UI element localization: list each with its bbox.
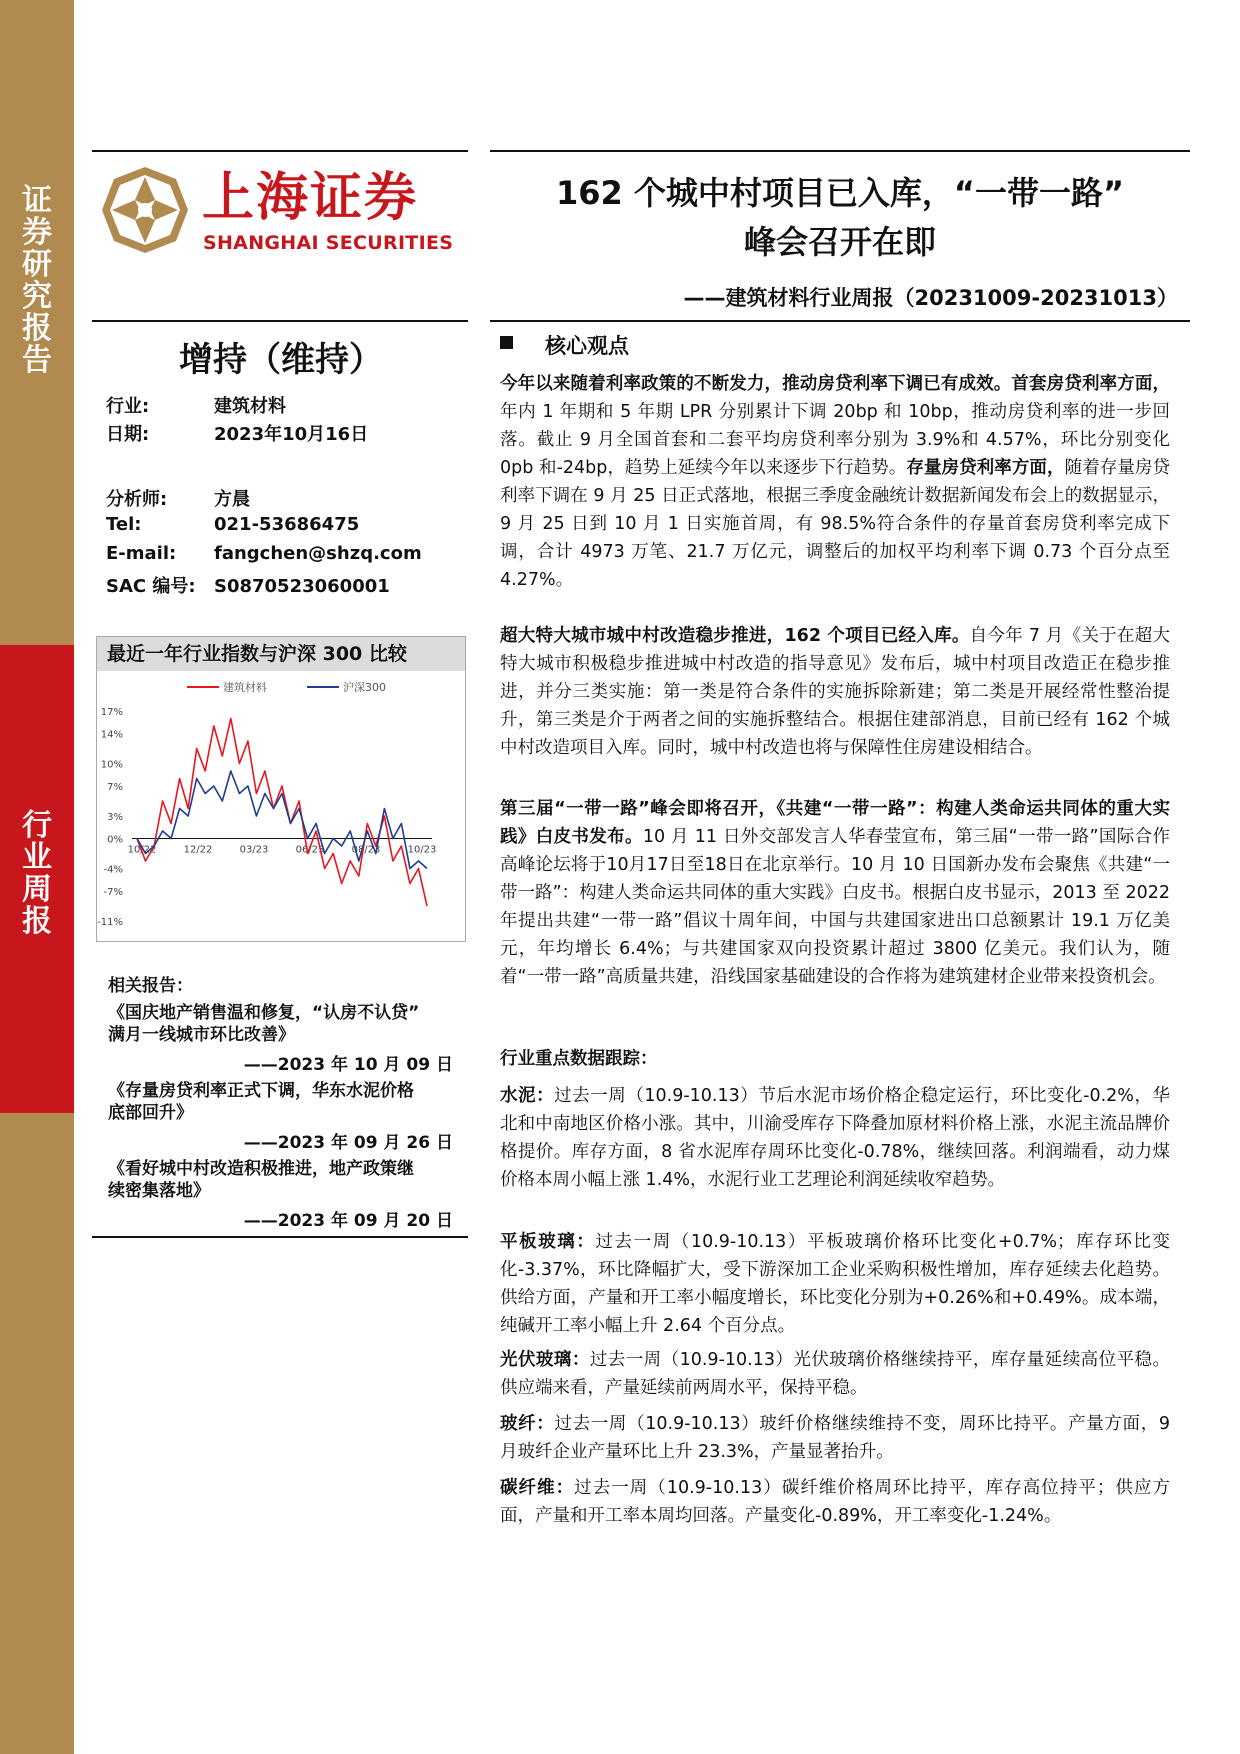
y-tick-label: 10%	[100, 759, 123, 771]
related-report-2-date: ——2023 年 09 月 26 日	[243, 1133, 453, 1153]
info-label: E-mail:	[106, 543, 177, 564]
section-title: 核心观点	[545, 334, 629, 358]
info-label: 行业:	[106, 396, 150, 417]
related-report-1-cont[interactable]: 满月一线城市环比改善》	[108, 1025, 295, 1045]
info-value: 2023年10月16日	[214, 424, 369, 445]
report-title-line2: 峰会召开在即	[743, 223, 936, 261]
info-label: Tel:	[106, 514, 142, 535]
info-analyst	[106, 485, 250, 511]
related-report-3[interactable]: 《看好城中村改造积极推进，地产政策继	[108, 1159, 414, 1179]
info-value: 方晨	[214, 489, 250, 510]
info-tel	[106, 514, 359, 535]
header-bottom-rule-left	[92, 320, 468, 322]
y-tick-label: 3%	[107, 812, 123, 823]
rating: 增持（维持）	[179, 340, 383, 380]
x-tick-label: 06/23	[295, 844, 325, 856]
legend-label: 沪深300	[343, 681, 386, 694]
paragraph-fiberglass: 玻纤：过去一周（10.9-10.13）玻纤价格继续维持不变，周环比持平。产量方面，9 月玻纤企业产量环比上升 23.3%，产量显著抬升。	[500, 1414, 1170, 1462]
info-email[interactable]	[106, 543, 422, 564]
logo-english-name: SHANGHAI SECURITIES	[203, 232, 454, 254]
x-tick-label: 10/23	[407, 844, 437, 856]
info-label: SAC 编号:	[106, 576, 196, 597]
related-report-2-cont[interactable]: 底部回升》	[108, 1103, 193, 1123]
x-tick-label: 10/22	[127, 844, 157, 856]
y-tick-label: 17%	[100, 707, 123, 718]
paragraph-urban-village: 超大特大城市城中村改造稳步推进，162 个项目已经入库。自今年 7 月《关于在超大特大城市积极稳步推进城中村改造的指导意见》发布后，城中村项目改造正在稳步推进，并分三类实施：第一类是符合条件的实施拆除新建；第二类是开展经常性整治提升，第三类是介于两者之间的实施拆整结合。根据住建部消息，目前已经有 162 个城中村改造项目入库。同时，城中村改造也将与保障性住房建设相结合。	[500, 626, 1170, 758]
y-tick-label: 14%	[100, 729, 123, 741]
x-tick-label: 12/22	[183, 844, 213, 856]
y-tick-label: 0%	[107, 834, 123, 846]
x-tick-label: 08/23	[351, 844, 381, 856]
shanghai-securities-logo-icon	[100, 165, 190, 255]
info-label: 分析师:	[106, 489, 168, 510]
paragraph-flat-glass: 平板玻璃：过去一周（10.9-10.13）平板玻璃价格环比变化+0.7%；库存环比变化-3.37%，环比降幅扩大，受下游深加工企业采购积极性增加，库存延续去化趋势。供给方面，产量和开工率小幅度增长，环比变化分别为+0.26%和+0.49%。成本端，纯碱开工率小幅上升 2.64 个百分点。	[500, 1232, 1171, 1336]
info-value: 021-53686475	[214, 514, 360, 535]
info-label: 日期:	[106, 424, 150, 445]
y-tick-label: -7%	[103, 887, 123, 898]
related-heading: 相关报告：	[108, 976, 193, 996]
logo-chinese-name: 上海证券	[202, 168, 419, 228]
info-industry	[106, 392, 286, 418]
legend-label: 建筑材料	[223, 681, 267, 694]
email-link: fangchen@shzq.com	[214, 543, 422, 564]
sidebar-strip-bottom	[0, 1113, 74, 1754]
x-tick-label: 03/23	[239, 844, 269, 856]
report-title-line1: 162 个城中村项目已入库，“一带一路”	[555, 174, 1124, 212]
info-value: S0870523060001	[214, 576, 390, 597]
related-report-1-date: ——2023 年 10 月 09 日	[243, 1055, 453, 1075]
line-chart-svg	[97, 673, 465, 941]
header-rule-left	[92, 150, 468, 152]
report-subtitle: ——建筑材料行业周报（20231009-20231013）	[683, 286, 1178, 310]
paragraph-cement: 水泥：过去一周（10.9-10.13）节后水泥市场价格企稳定运行，环比变化-0.2%，华北和中南地区价格小涨。其中，川渝受库存下降叠加原材料价格上涨，水泥主流品牌价格提价。库存方面，8 省水泥库存周环比变化-0.78%，继续回落。利润端看，动力煤价格本周小幅上涨 1.4%，水泥行业工艺理论利润延续收窄趋势。	[500, 1086, 1171, 1190]
header-rule-right	[490, 150, 1190, 152]
sidebar-label-research-report: 证 券 研 究 报 告	[22, 183, 52, 378]
section-bullet-icon	[500, 336, 513, 349]
paragraph-belt-and-road: 第三届“一带一路”峰会即将召开，《共建“一带一路”：构建人类命运共同体的重大实践》白皮书发布。10 月 11 日外交部发言人华春莹宣布，第三届“一带一路”国际合作高峰论坛将于10月17日至18日在北京举行。10 月 10 日国新办发布会聚焦《共建“一带一路”：构建人类命运共同体的重大实践》白皮书。根据白皮书显示，2013 至 2022 年提出共建“一带一路”倡议十周年间，中国与共建国家进出口总额累计 19.1 万亿美元，年均增长 6.4%；与共建国家双向投资累计超过 3800 亿美元。我们认为，随着“一带一路”高质量共建，沿线国家基础建设的合作将为建筑建材企业带来投资机会。	[500, 799, 1170, 987]
y-tick-label: -4%	[103, 864, 123, 876]
index-comparison-chart	[96, 636, 466, 942]
paragraph-data-tracking-heading: 行业重点数据跟踪：	[500, 1049, 658, 1069]
chart-title: 最近一年行业指数与沪深 300 比较	[97, 637, 465, 671]
info-date	[106, 420, 368, 446]
info-value: 建筑材料	[214, 396, 286, 417]
sidebar-label-weekly: 行 业 周 报	[22, 808, 52, 939]
paragraph-pv-glass: 光伏玻璃：过去一周（10.9-10.13）光伏玻璃价格继续持平，库存量延续高位平稳。供应端来看，产量延续前两周水平，保持平稳。	[500, 1350, 1170, 1398]
paragraph-mortgage-rate: 今年以来随着利率政策的不断发力，推动房贷利率下调已有成效。首套房贷利率方面，年内 1 年期和 5 年期 LPR 分别累计下调 20bp 和 10bp，推动房贷利率的进一步回落。截止 9 月全国首套和二套平均房贷利率分别为 3.9%和 4.57%，环比分别变化 0pb 和-24bp，趋势上延续今年以来逐步下行趋势。存量房贷利率方面，随着存量房贷利率下调在 9 月 25 日正式落地，根据三季度金融统计数据新闻发布会上的数据显示，9 月 25 日到 10 月 1 日实施首周，有 98.5%符合条件的存量首套房贷利率完成下调，合计 4973 万笔、21.7 万亿元，调整后的加权平均利率下调 0.73 个百分点至 4.27%。	[500, 374, 1171, 590]
info-sac	[106, 572, 390, 598]
related-report-3-date: ——2023 年 09 月 20 日	[243, 1211, 453, 1231]
related-report-1[interactable]: 《国庆地产销售温和修复，“认房不认贷”	[108, 1003, 420, 1023]
header-bottom-rule-right	[490, 320, 1190, 322]
related-report-3-cont[interactable]: 续密集落地》	[108, 1181, 210, 1201]
paragraph-carbon-fiber: 碳纤维：过去一周（10.9-10.13）碳纤维价格周环比持平，库存高位持平；供应方面，产量和开工率本周均回落。产量变化-0.89%，开工率变化-1.24%。	[500, 1478, 1170, 1526]
related-bottom-rule	[92, 1236, 468, 1238]
y-tick-label: 7%	[107, 782, 123, 793]
y-tick-label: -11%	[97, 917, 123, 928]
related-report-2[interactable]: 《存量房贷利率正式下调，华东水泥价格	[108, 1081, 414, 1101]
